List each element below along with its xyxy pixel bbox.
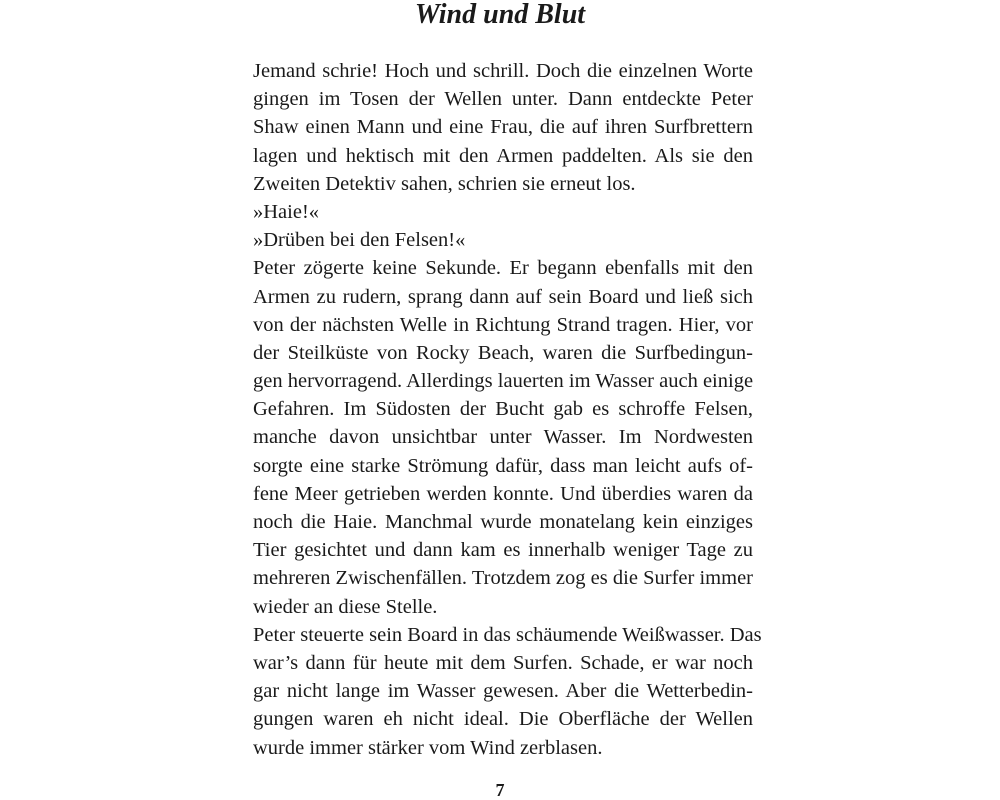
text-line: fene Meer getrieben werden konnte. Und überdies waren da [253,482,753,505]
text-line: Tier gesichtet und dann kam es innerhalb weniger Tage zu [253,539,753,562]
text-line: gungen waren eh nicht ideal. Die Oberfläche der Wellen [253,708,753,731]
text-line: Peter zögerte keine Sekunde. Er begann ebenfalls mit den [253,257,753,280]
text-line: gen hervorragend. Allerdings lauerten im Wasser auch einige [253,370,754,393]
text-line: Armen zu rudern, sprang dann auf sein Board und ließ sich [253,285,753,308]
text-line: Gefahren. Im Südosten der Bucht gab es schroffe Felsen, [253,398,753,421]
text-line: Peter steuerte sein Board in das schäumende Weißwasser. Das [253,623,762,646]
text-line: mehreren Zwischenfällen. Trotzdem zog es die Surfer immer [253,567,753,590]
text-line: wurde immer stärker vom Wind zerblasen. [253,736,603,759]
text-line: noch die Haie. Manchmal wurde monatelang kein einziges [253,511,753,533]
text-line: sorgte eine starke Strömung dafür, dass man leicht aufs of- [253,454,753,477]
text-line: der Steilküste von Rocky Beach, waren die Surfbedingun- [253,341,753,364]
text-line: manche davon unsichtbar unter Wasser. Im Nordwesten [253,426,753,449]
text-line: »Haie!« [253,200,320,223]
page-title: Wind und Blut [414,0,586,30]
text-line: gingen im Tosen der Wellen unter. Dann entdeckte Peter [253,88,753,111]
text-line: gar nicht lange im Wasser gewesen. Aber die Wetterbedin- [253,680,753,703]
text-line: Jemand schrie! Hoch und schrill. Doch die einzelnen Worte [253,60,753,82]
text-line: »Drüben bei den Felsen!« [253,229,466,252]
text-line: war’s dann für heute mit dem Surfen. Schade, er war noch [253,651,753,674]
text-line: Shaw einen Mann und eine Frau, die auf ihren Surfbrettern [253,116,753,139]
text-line: lagen und hektisch mit den Armen paddelten. Als sie den [253,144,753,167]
page-number: 7 [495,780,505,800]
text-line: Zweiten Detektiv sahen, schrien sie erneut los. [253,172,636,195]
body-text [253,57,762,762]
text-line: wieder an diese Stelle. [253,595,438,618]
text-line: von der nächsten Welle in Richtung Strand tragen. Hier, vor [253,313,753,336]
